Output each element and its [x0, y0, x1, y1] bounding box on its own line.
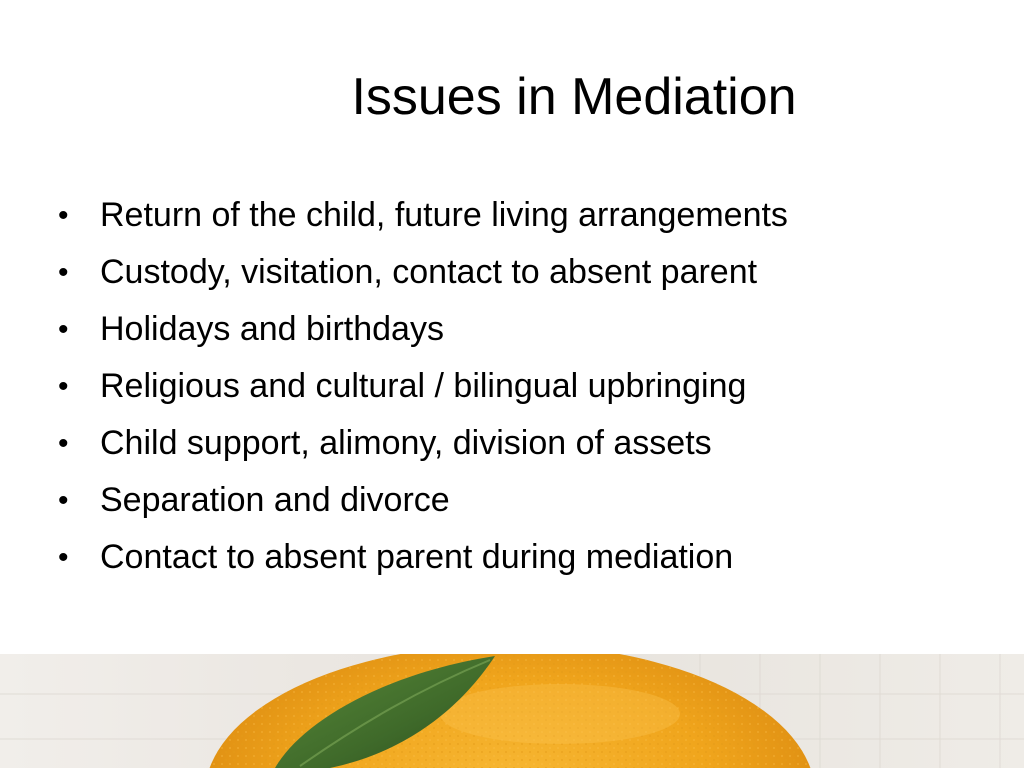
- bullet-item: • Child support, alimony, division of assets: [58, 415, 788, 472]
- bullet-item: • Custody, visitation, contact to absent parent: [58, 244, 788, 301]
- bullet-item: • Contact to absent parent during mediation: [58, 529, 788, 586]
- bullet-item: • Return of the child, future living arrangements: [58, 187, 788, 244]
- bullet-item: • Separation and divorce: [58, 472, 788, 529]
- orange-photo: [0, 654, 1024, 768]
- slide-title: Issues in Mediation: [351, 68, 797, 126]
- orange-illustration: [0, 654, 1024, 768]
- bullet-item: • Holidays and birthdays: [58, 301, 788, 358]
- bullet-item: • Religious and cultural / bilingual upbringing: [58, 358, 788, 415]
- bullet-list: [58, 187, 788, 586]
